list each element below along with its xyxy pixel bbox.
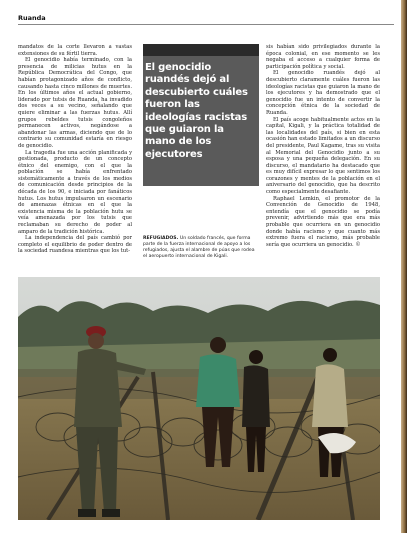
refugee-camp-photo bbox=[18, 277, 380, 520]
paragraph: El país acoge habitualmente actos en la capital, Kigali, y la práctica totalidad de las localidades del país, si bien en esta ocasión han estado limitados a un discurso del presidente, Paul Kagame, tras su visita al Memorial del Genocidio junto a su esposa y una pequeña delegación. En su discurso, el mandatario ha destacado que es muy difícil expresar lo que sentimos los corazones y mentes de la población en el aniversario del genocidio, que ha descrito como especialmente desafiante. bbox=[266, 116, 380, 196]
pull-quote-box bbox=[143, 44, 259, 186]
caption-text: Un soldado francés, que forma parte de la fuerza internacional de apoyo a los refugiados, ajusta el alambre de púas que rodea el aeropuerto internacional de Kigali. bbox=[143, 236, 255, 259]
article-column-3 bbox=[266, 44, 380, 248]
paragraph: Raphael Lemkin, el promotor de la Convención de Genocidio de 1948, entendía que el genocidio se podía prevenir, advirtiendo más que era más probable que ocurriera en un genocidio donde había racismo y que cuanto más extremo fuera el racismo, más probable sería que ocurriera un genocidio. © bbox=[266, 195, 380, 248]
paragraph: La independencia del país cambió por completo el equilibrio de poder dentro de la sociedad ruandesa mientras que los tut- bbox=[18, 235, 132, 255]
paragraph: mandatos de la corte llevaron a vastas extensiones de su fértil tierra. bbox=[18, 44, 132, 57]
paragraph: sis habían sido privilegiados durante la época colonial, en ese momento se les negaba el acceso a cualquier forma de participación política y social. bbox=[266, 44, 380, 70]
page-edge-strip bbox=[401, 0, 407, 533]
paragraph: El genocidio había terminado, con la presencia de milicias hutus en la República Democrática del Congo, que habían protagonizado años de conflicto, causando hasta cinco millones de muertes. En los últimos años el actual gobierno, liderado por tutsis de Ruanda, ha invadido dos veces a su vecino, señalando que quiere eliminar a las fuerzas hutus. Allí grupos rebeldes tutsis congoleños permanecen activos, negándose a abandonar las armas, diciendo que de lo contrario su comunidad estaría en riesgo de genocidio. bbox=[18, 57, 132, 149]
article-column-1 bbox=[18, 44, 132, 255]
pull-quote-bar bbox=[143, 44, 259, 56]
section-tag: Ruanda bbox=[18, 14, 46, 22]
pull-quote-text: El genocidio ruandés dejó al descubierto cuáles fueron las ideologías racistas que guiaron la mano de los ejecutores bbox=[145, 62, 248, 160]
paragraph: El genocidio ruandés dejó al descubierto claramente cuáles fueron las ideologías racistas que guiaron la mano de los ejecutores y ha demostrado que el genocidio fue un intento de convertir la concepción étnica de la sociedad de Ruanda. bbox=[266, 70, 380, 116]
paragraph: La tragedia fue una acción planificada y gestionada, producto de un concepto étnico del enemigo, con el que la población se había enfrentado sistemáticamente a través de los medios de comunicación desde principios de la década de los 90, e iniciada por fanáticos hutus. Los hutus impulsaron un escenario de amenazas étnicas en el que la existencia misma de la población hutu se veía amenazada por los tutsis que reclamaban su derecho de poder al amparo de la tradición histórica. bbox=[18, 149, 132, 235]
top-rule bbox=[18, 24, 394, 25]
caption-label: REFUGIADOS. bbox=[143, 236, 179, 241]
photo-caption bbox=[143, 236, 259, 260]
